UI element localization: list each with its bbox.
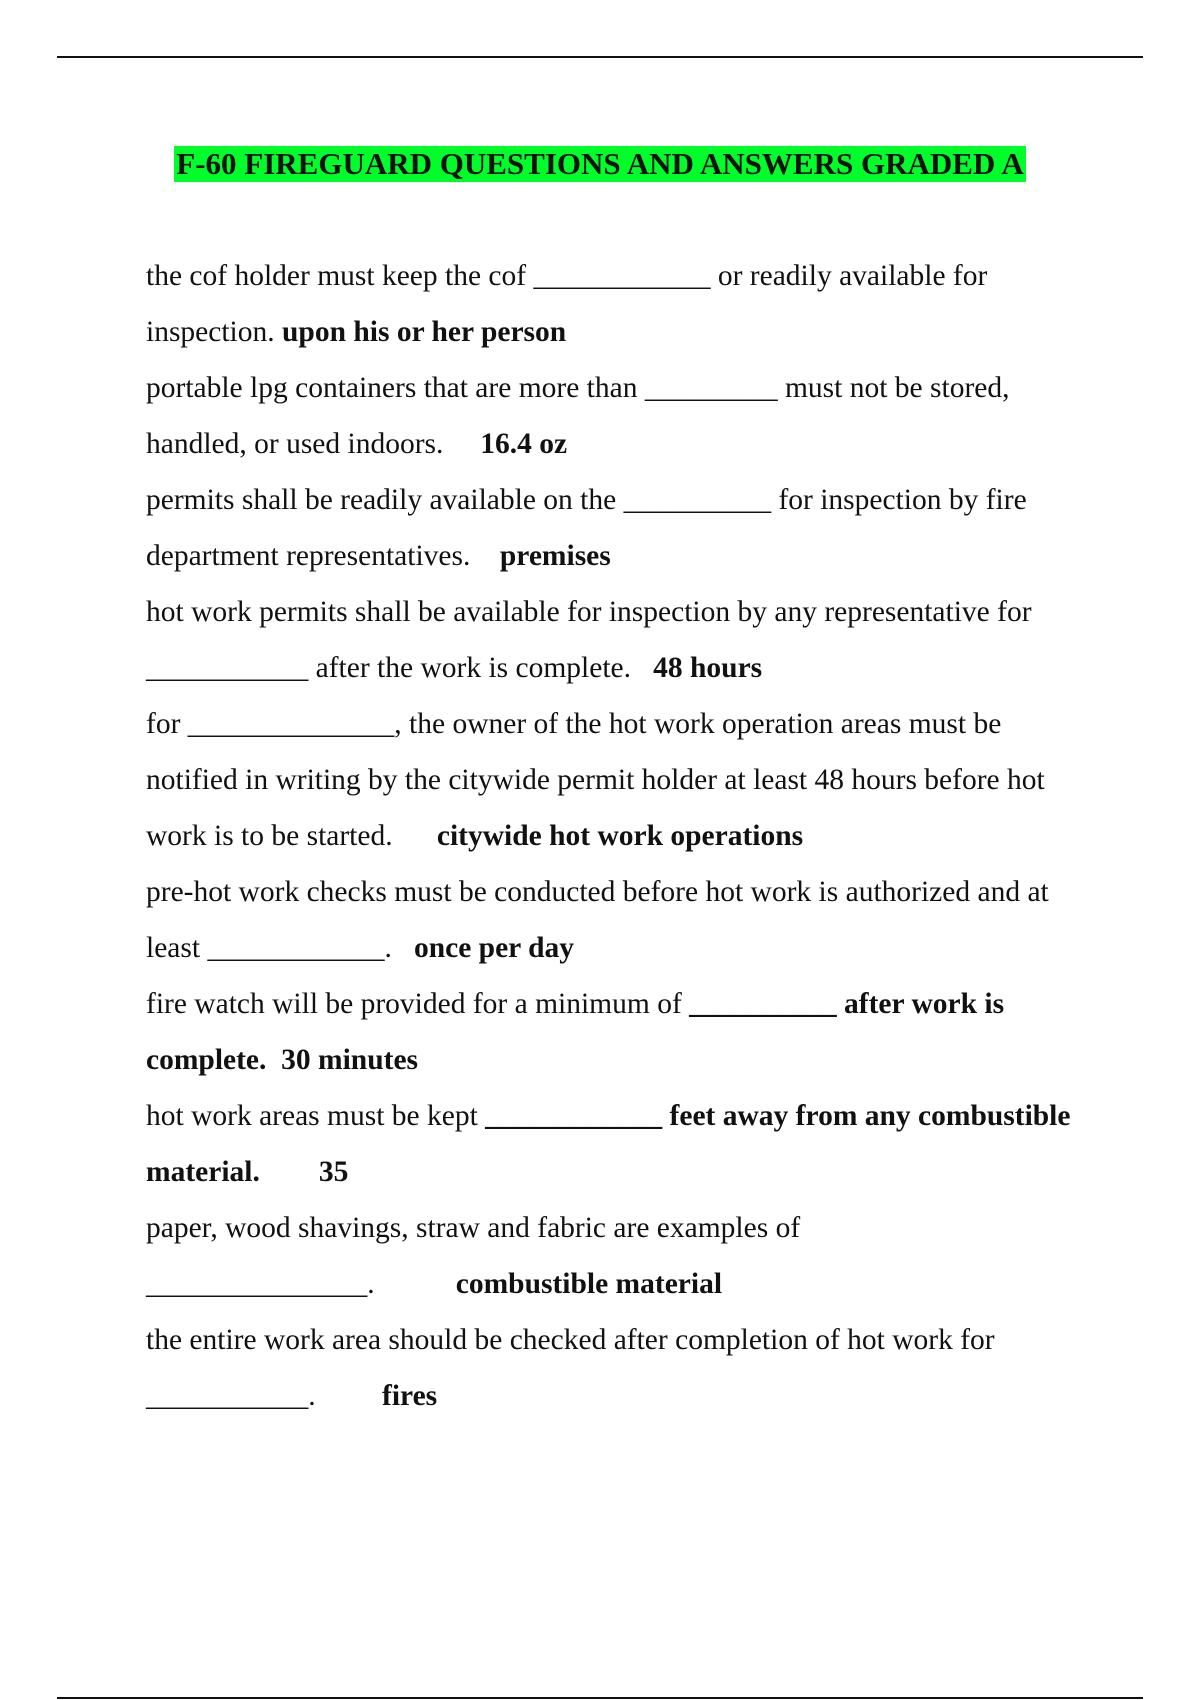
answer-text: fires [382,1380,438,1412]
answer-blank: _________ [644,372,778,404]
answer-blank: _______________ [146,1268,368,1300]
answer-text: 48 hours [653,652,763,684]
answer-blank: ____________ [533,260,711,292]
question-text: the cof holder must keep the cof [146,260,534,292]
answer-text: citywide hot work operations [436,820,804,852]
answer-text: premises [499,540,611,572]
question-text: hot work permits shall be available for inspection by any representative for [146,596,1032,628]
answer-blank: ______________ [187,708,395,740]
question-text: paper, wood shavings, straw and fabric are examples of [146,1212,801,1244]
question-text: hot work areas must be kept [146,1100,486,1132]
qa-item [146,1088,1086,1200]
document-title: F-60 FIREGUARD QUESTIONS AND ANSWERS GRADED A [176,146,1024,181]
qa-item [146,584,1086,696]
question-text: the entire work area should be checked after completion of hot work for [146,1324,995,1356]
qa-item [146,976,1086,1088]
answer-text: 16.4 oz [480,428,568,460]
answer-blank: __________ [623,484,772,516]
answer-text: combustible material [455,1268,723,1300]
answer-blank: ___________ [146,652,309,684]
question-text: permits shall be readily available on the [146,484,624,516]
answer-blank: ____________ [207,932,385,964]
qa-item [146,696,1086,864]
question-text: after the work is complete. [308,652,631,684]
question-text: after work is complete. [146,988,1005,1076]
qa-list [146,248,1086,1424]
question-text: pre-hot work checks must be conducted before hot work is authorized and at least [146,876,1049,964]
answer-blank: ___________ [146,1380,309,1412]
qa-item [146,1312,1086,1424]
top-rule [57,56,1143,58]
question-text: must not be stored, handled, or used indoors. [146,372,1010,460]
question-text: , the owner of the hot work operation areas must be notified in writing by the citywide permit holder at least 48 hours before hot work is to be started. [146,708,1045,852]
qa-item [146,1200,1086,1312]
question-text: for [146,708,188,740]
qa-item [146,360,1086,472]
question-text: . [384,932,392,964]
question-text: or readily available for inspection. [146,260,988,348]
question-text: . [367,1268,375,1300]
qa-item [146,864,1086,976]
question-text: fire watch will be provided for a minimum of [146,988,690,1020]
answer-text: once per day [413,932,574,964]
qa-item [146,472,1086,584]
question-text: portable lpg containers that are more than [146,372,645,404]
bottom-rule [57,1697,1143,1699]
answer-text: upon his or her person [282,316,567,348]
question-text: feet away from any combustible material. [146,1100,1071,1188]
answer-blank: __________ [689,988,837,1020]
answer-text: 35 [318,1156,349,1188]
question-text: for inspection by fire department representatives. [146,484,1027,572]
qa-item [146,248,1086,360]
answer-blank: ____________ [485,1100,663,1132]
answer-text: 30 minutes [281,1044,419,1076]
title-wrap [0,146,1200,182]
question-text: . [308,1380,316,1412]
